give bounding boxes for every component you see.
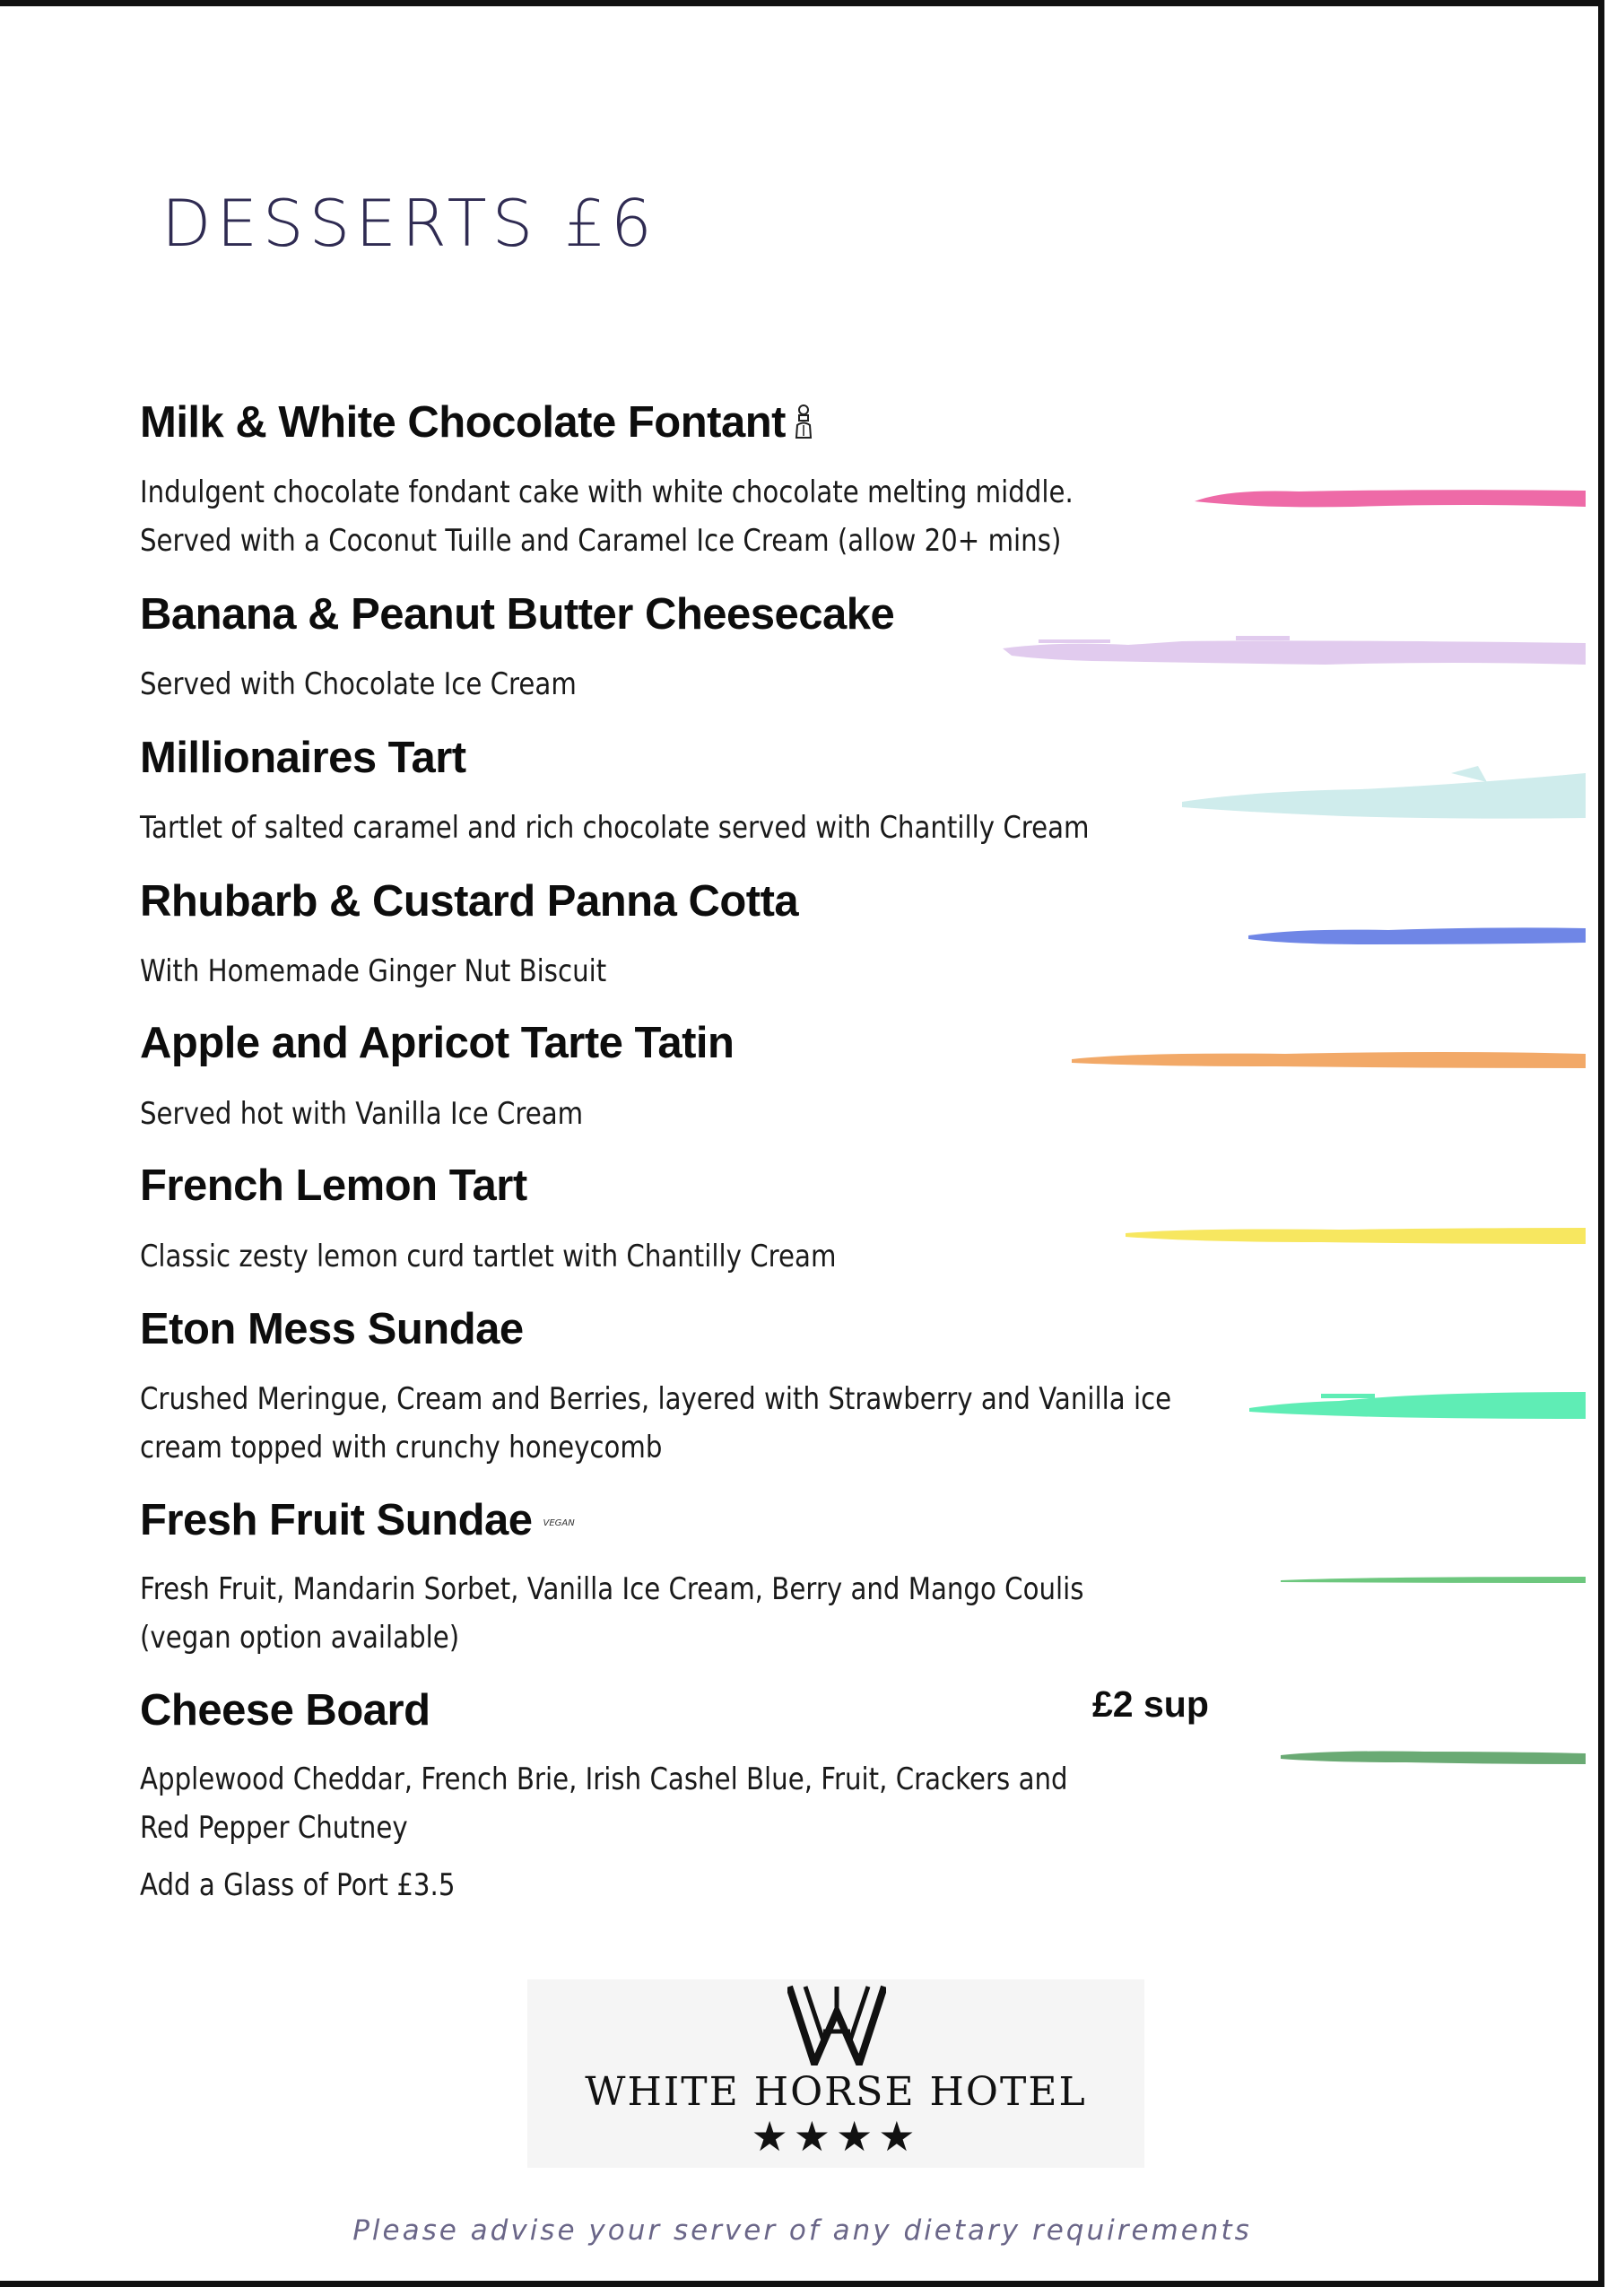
- item-title-fruit-sundae: [140, 1495, 575, 1545]
- item-desc-line: Tartlet of salted caramel and rich chocolate served with Chantilly Cream: [140, 810, 1090, 846]
- item-name: Fresh Fruit Sundae: [140, 1496, 533, 1544]
- item-desc-line: Fresh Fruit, Mandarin Sorbet, Vanilla Ice Cream, Berry and Mango Coulis: [140, 1571, 1084, 1607]
- price-supplement: £2 sup: [1092, 1683, 1209, 1725]
- item-title-lemon-tart: French Lemon Tart: [140, 1161, 527, 1210]
- hotel-logo: [527, 1979, 1144, 2168]
- w-monogram-icon: [787, 1985, 886, 2070]
- item-desc-line: (vegan option available): [140, 1620, 460, 1656]
- decorative-brush-stroke: [1070, 1047, 1586, 1074]
- vegan-tag: VEGAN: [543, 1518, 575, 1528]
- item-desc-line: Applewood Cheddar, French Brie, Irish Cashel Blue, Fruit, Crackers and: [140, 1761, 1068, 1797]
- item-name: Milk & White Chocolate Fontant: [140, 398, 786, 447]
- dietary-note: Please advise your server of any dietary requirements: [352, 2214, 1252, 2247]
- item-title-cheese-board: Cheese Board: [140, 1686, 430, 1735]
- item-desc-line: cream topped with crunchy honeycomb: [140, 1430, 663, 1465]
- decorative-brush-stroke: [1249, 1383, 1586, 1424]
- menu-title: DESSERTS £6: [161, 186, 657, 261]
- item-title-banana-cheesecake: Banana & Peanut Butter Cheesecake: [140, 590, 895, 639]
- item-title-millionaires-tart: Millionaires Tart: [140, 734, 466, 782]
- item-desc-line: Served with Chocolate Ice Cream: [140, 666, 577, 702]
- item-desc-line: Served hot with Vanilla Ice Cream: [140, 1096, 584, 1132]
- item-desc-line: Crushed Meringue, Cream and Berries, layered with Strawberry and Vanilla ice: [140, 1381, 1172, 1417]
- item-title-tarte-tatin: Apple and Apricot Tarte Tatin: [140, 1019, 735, 1067]
- decorative-brush-stroke: [1281, 1746, 1586, 1768]
- item-title-chocolate-fondant: [140, 397, 814, 450]
- item-desc-line: With Homemade Ginger Nut Biscuit: [140, 953, 607, 989]
- item-title-eton-mess: Eton Mess Sundae: [140, 1305, 524, 1353]
- item-desc-line: Indulgent chocolate fondant cake with white chocolate melting middle.: [140, 474, 1074, 510]
- item-desc-line: Red Pepper Chutney: [140, 1810, 408, 1846]
- decorative-brush-stroke: [1191, 483, 1586, 514]
- decorative-brush-stroke: [1003, 634, 1586, 670]
- decorative-brush-stroke: [1182, 764, 1586, 827]
- decorative-brush-stroke: [1281, 1575, 1586, 1586]
- item-desc-line: Classic zesty lemon curd tartlet with Chantilly Cream: [140, 1239, 837, 1274]
- chef-icon: [793, 400, 814, 450]
- item-desc-line: Add a Glass of Port £3.5: [140, 1867, 456, 1903]
- item-title-panna-cotta: Rhubarb & Custard Panna Cotta: [140, 877, 799, 926]
- decorative-brush-stroke: [1124, 1224, 1586, 1248]
- decorative-brush-stroke: [1245, 923, 1586, 950]
- item-desc-line: Served with a Coconut Tuille and Caramel Ice Cream (allow 20+ mins): [140, 523, 1062, 559]
- star-rating: ★★★★: [751, 2112, 921, 2161]
- hotel-name: WHITE HORSE HOTEL: [585, 2069, 1087, 2115]
